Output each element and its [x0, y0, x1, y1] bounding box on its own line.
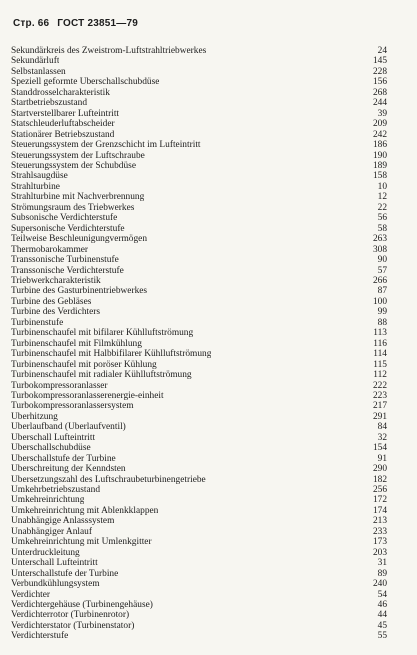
index-page-number: 115 — [373, 359, 387, 370]
index-entry — [11, 318, 387, 328]
index-term: Unterschall Lufteintritt — [11, 558, 98, 569]
index-entry — [11, 621, 387, 631]
index-term: Verdichter — [11, 589, 51, 600]
standard-designation: ГОСТ 23851—79 — [57, 18, 139, 29]
index-entry — [11, 475, 387, 485]
index-page-number: 32 — [377, 432, 387, 443]
index-term: Turbine des Gasturbinentriebwerkes — [11, 286, 148, 297]
index-term: Turbokompressoranlassersystem — [11, 401, 134, 412]
index-term: Überschallstufe der Turbine — [11, 453, 116, 464]
index-page-number: 268 — [372, 87, 387, 98]
index-entry — [11, 161, 387, 171]
index-page-number: 291 — [372, 411, 387, 422]
index-term: Unabhängige Anlasssystem — [11, 516, 115, 527]
index-entry — [11, 548, 387, 558]
index-page-number: 56 — [377, 213, 387, 224]
index-term: Stationärer Betriebszustand — [11, 129, 115, 140]
page-header — [13, 18, 143, 29]
index-page-number: 244 — [372, 98, 387, 109]
index-entry — [11, 328, 387, 338]
index-entry — [11, 182, 387, 192]
index-page-number: 217 — [372, 401, 387, 412]
index-page-number: 186 — [372, 140, 387, 151]
index-page-number: 99 — [377, 307, 387, 318]
index-page-number: 88 — [377, 317, 387, 328]
index-term: Überschallschubdüse — [11, 443, 91, 454]
index-term: Speziell geformte Überschallschubdüse — [11, 77, 160, 88]
index-entry — [11, 349, 387, 359]
index-page-number: 158 — [372, 171, 387, 182]
index-term: Verdichtergehäuse (Turbinengehäuse) — [11, 600, 153, 611]
index-page-number: 12 — [377, 192, 387, 203]
index-entry — [11, 130, 387, 140]
index-page-number: 116 — [373, 338, 387, 349]
index-entry — [11, 412, 387, 422]
index-term: Thermobarokammer — [11, 244, 89, 255]
index-term: Teilweise Beschleunigungvermögen — [11, 234, 148, 245]
index-entry — [11, 558, 387, 568]
index-term: Überlaufband (Überlaufventil) — [11, 422, 126, 433]
index-page-number: 84 — [377, 422, 387, 433]
index-entry — [11, 339, 387, 349]
index-entry — [11, 516, 387, 526]
index-entry — [11, 192, 387, 202]
index-entry — [11, 245, 387, 255]
index-entry — [11, 307, 387, 317]
index-entry — [11, 151, 387, 161]
index-term: Umkehreinrichtung mit Umlenkgitter — [11, 537, 152, 548]
index-entry — [11, 422, 387, 432]
index-page-number: 308 — [372, 244, 387, 255]
index-entry — [11, 360, 387, 370]
index-term: Transsonische Turbinenstufe — [11, 255, 119, 266]
index-page-number: 240 — [372, 579, 387, 590]
index-page-number: 31 — [377, 558, 387, 569]
index-entry — [11, 46, 387, 56]
index-entry — [11, 464, 387, 474]
index-entry — [11, 454, 387, 464]
index-page-number: 189 — [372, 160, 387, 171]
index-page-number: 233 — [372, 526, 387, 537]
index-page-number: 45 — [377, 620, 387, 631]
index-page-number: 156 — [372, 77, 387, 88]
index-term: Subsonische Verdichterstufe — [11, 213, 118, 224]
index-page-number: 145 — [372, 56, 387, 67]
index-entry — [11, 297, 387, 307]
index-page-number: 173 — [372, 537, 387, 548]
index-page-number: 172 — [372, 495, 387, 506]
index-entry — [11, 140, 387, 150]
index-entry — [11, 56, 387, 66]
index-page-number: 190 — [372, 150, 387, 161]
index-page-number: 209 — [372, 119, 387, 130]
index-term: Umkehrbetriebszustand — [11, 485, 101, 496]
index-page-number: 10 — [377, 181, 387, 192]
index-page-number: 263 — [372, 234, 387, 245]
index-entry — [11, 610, 387, 620]
index-page-number: 46 — [377, 600, 387, 611]
index-entry — [11, 527, 387, 537]
index-term: Übersetzungszahl des Luftschraubeturbinengetriebe — [11, 474, 206, 485]
index-page-number: 24 — [377, 46, 387, 56]
index-term: Statschleuderluftabscheider — [11, 119, 115, 130]
index-term: Strahlsaugdüse — [11, 171, 68, 182]
index-term: Sekundärkreis des Zweistrom-Luftstrahltriebwerkes — [11, 46, 207, 56]
index-term: Strahlturbine mit Nachverbrennung — [11, 192, 145, 203]
index-term: Überschall Lufteintritt — [11, 432, 96, 443]
index-term: Unterschallstufe der Turbine — [11, 568, 119, 579]
index-entry — [11, 234, 387, 244]
index-page-number: 154 — [372, 443, 387, 454]
index-entry — [11, 443, 387, 453]
index-entry — [11, 381, 387, 391]
index-page-number: 290 — [372, 464, 387, 475]
index-page-number: 87 — [377, 286, 387, 297]
index-term: Steuerungssystem der Luftschraube — [11, 150, 145, 161]
index-term: Sekundärluft — [11, 56, 60, 67]
index-term: Strömungsraum des Triebwerkes — [11, 202, 135, 213]
index-page-number: 222 — [372, 380, 387, 391]
index-entry — [11, 255, 387, 265]
index-entry — [11, 224, 387, 234]
index-page-number: 256 — [372, 485, 387, 496]
index-page-number: 54 — [377, 589, 387, 600]
index-entry — [11, 433, 387, 443]
index-term: Steuerungssystem der Schubdüse — [11, 160, 136, 171]
index-page-number: 112 — [373, 370, 387, 381]
index-term: Überschreitung der Kenndsten — [11, 464, 126, 475]
index-term: Strahlturbine — [11, 181, 60, 192]
index-term: Verbundkühlungsystem — [11, 579, 100, 590]
index-term: Selbstanlassen — [11, 66, 66, 77]
index-page-number: 58 — [377, 223, 387, 234]
index-page-number: 223 — [372, 390, 387, 401]
index-page-number: 100 — [372, 296, 387, 307]
index-entry — [11, 506, 387, 516]
index-term: Turbine des Verdichters — [11, 307, 101, 318]
index-page-number: 174 — [372, 505, 387, 516]
index-entry — [11, 286, 387, 296]
index-entry — [11, 276, 387, 286]
index-term: Verdichterstator (Turbinenstator) — [11, 620, 135, 631]
index-term: Turbinenschaufel mit bifilarer Kühlluftströmung — [11, 328, 194, 339]
index-entry — [11, 600, 387, 610]
index-term: Startverstellbarer Lufteintritt — [11, 108, 120, 119]
index-term: Turbinenschaufel mit Filmkühlung — [11, 338, 142, 349]
index-entry — [11, 485, 387, 495]
index-page-number: 203 — [372, 547, 387, 558]
index-entry — [11, 171, 387, 181]
index-page-number: 182 — [372, 474, 387, 485]
index-page-number: 213 — [372, 516, 387, 527]
index-entry — [11, 266, 387, 276]
index-term: Überhitzung — [11, 411, 58, 422]
index-entry — [11, 401, 387, 411]
index-page-number: 44 — [377, 610, 387, 621]
index-entry — [11, 370, 387, 380]
index-page-number: 57 — [377, 265, 387, 276]
index-page-number: 266 — [372, 275, 387, 286]
index-page-number: 90 — [377, 255, 387, 266]
index-entry — [11, 631, 387, 641]
glossary-index — [11, 46, 387, 642]
index-term: Turbinenschaufel mit radialer Kühlluftströmung — [11, 370, 192, 381]
index-term: Turbine des Gebläses — [11, 296, 92, 307]
index-entry — [11, 119, 387, 129]
index-page-number: 114 — [373, 349, 387, 360]
index-page-number: 55 — [377, 631, 387, 642]
index-entry — [11, 98, 387, 108]
index-page-number: 228 — [372, 66, 387, 77]
index-entry — [11, 391, 387, 401]
index-entry — [11, 67, 387, 77]
page-number: Стр. 66 — [13, 18, 50, 29]
index-term: Umkehreinrichtung — [11, 495, 85, 506]
index-page-number: 113 — [373, 328, 387, 339]
index-term: Turbinenschaufel mit Halbbifilarer Kühlluftströmung — [11, 349, 212, 360]
index-entry — [11, 88, 387, 98]
index-entry — [11, 203, 387, 213]
index-term: Turbinenstufe — [11, 317, 64, 328]
index-term: Unabhängiger Anlauf — [11, 526, 92, 537]
index-entry — [11, 569, 387, 579]
index-term: Umkehreinrichtung mit Ablenkklappen — [11, 505, 159, 516]
index-entry — [11, 213, 387, 223]
index-page-number: 89 — [377, 568, 387, 579]
index-term: Turbokompressoranlasserenergie-einheit — [11, 390, 164, 401]
index-page-number: 22 — [377, 202, 387, 213]
index-entry — [11, 590, 387, 600]
index-term: Verdichterrotor (Turbinenrotor) — [11, 610, 130, 621]
index-term: Steuerungssystem der Grenzschicht im Lufteintritt — [11, 140, 201, 151]
index-entry — [11, 537, 387, 547]
index-term: Transsonische Verdichterstufe — [11, 265, 124, 276]
index-term: Standdrosselcharakteristik — [11, 87, 110, 98]
index-term: Supersonische Verdichterstufe — [11, 223, 125, 234]
index-term: Verdichterstufe — [11, 631, 69, 642]
index-entry — [11, 109, 387, 119]
index-entry — [11, 495, 387, 505]
index-term: Startbetriebszustand — [11, 98, 88, 109]
index-page-number: 242 — [372, 129, 387, 140]
index-entry — [11, 579, 387, 589]
index-term: Turbokompressoranlasser — [11, 380, 108, 391]
index-page-number: 91 — [377, 453, 387, 464]
index-entry — [11, 77, 387, 87]
index-term: Triebwerkcharakteristik — [11, 275, 101, 286]
index-term: Turbinenschaufel mit poröser Kühlung — [11, 359, 157, 370]
index-term: Unterdruckleitung — [11, 547, 80, 558]
index-page-number: 39 — [377, 108, 387, 119]
